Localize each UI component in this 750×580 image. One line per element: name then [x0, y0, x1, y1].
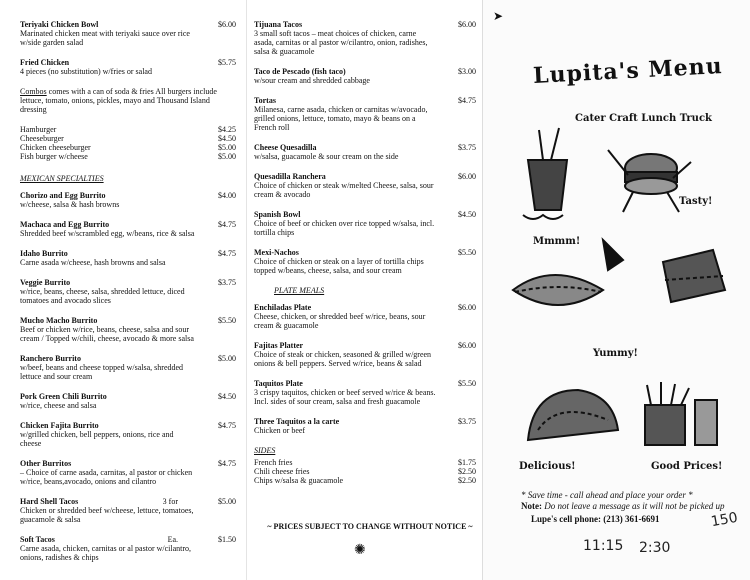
menu-item-desc: Cheese, chicken, or shredded beef w/rice, beans, sour cream & guacamole [254, 312, 426, 330]
menu-item-price: $4.75 [458, 96, 476, 105]
price-row-price: $4.25 [218, 125, 236, 134]
menu-item [20, 459, 236, 486]
drink-cup-icon [523, 128, 567, 219]
menu-item [254, 172, 476, 199]
price-row-name: Cheeseburger [20, 134, 64, 143]
price-row-name: Chili cheese fries [254, 467, 310, 476]
menu-item-desc: 3 small soft tacos – meat choices of chicken, carne asada, carnitas or al pastor w/cilantro, onion, radishes, salsa & guacamole [254, 29, 428, 56]
menu-item-name: Chicken Fajita Burrito [20, 421, 99, 430]
menu-item-price: $4.50 [218, 392, 236, 401]
fries-and-drink-icon [645, 382, 717, 445]
menu-item [20, 535, 236, 562]
menu-item-desc: Carne asada w/cheese, hash browns and salsa [20, 258, 166, 267]
price-row-name: Hamburger [20, 125, 57, 134]
menu-item [254, 67, 476, 85]
menu-item-price: $4.75 [218, 421, 236, 430]
menu-item-price: $6.00 [458, 20, 476, 29]
menu-item-desc: Marinated chicken meat with teriyaki sauce over rice w/side garden salad [20, 29, 190, 47]
menu-item-desc: – Choice of carne asada, carnitas, al pastor or chicken w/rice, beans,avocado, onions and cilantro [20, 468, 193, 486]
menu-item-price: $3.00 [458, 67, 476, 76]
menu-item-name: Quesadilla Ranchera [254, 172, 326, 181]
price-row [254, 458, 476, 467]
menu-item [20, 354, 236, 381]
menu-item-desc: Choice of chicken or steak w/melted Cheese, salsa, sour cream & avocado [254, 181, 434, 199]
menu-item-price: $3.75 [458, 417, 476, 426]
menu-item-desc: w/rice, beans, cheese, salsa, shredded lettuce, diced tomatoes and avocado slices [20, 287, 185, 305]
menu-item-desc: Choice of beef or chicken over rice topped w/salsa, incl. tortilla chips [254, 219, 435, 237]
menu-item [254, 417, 476, 435]
menu-item-price: $1.50 [218, 535, 236, 544]
menu-subtitle: Cater Craft Lunch Truck [575, 113, 712, 124]
menu-item-desc: 4 pieces (no substitution) w/fries or salad [20, 67, 152, 76]
sandwich-icon [513, 240, 623, 305]
menu-item-name: Tijuana Tacos [254, 20, 303, 29]
section-title-plates: PLATE MEALS [274, 286, 325, 295]
sparkle-icon [493, 9, 503, 23]
menu-item-name: Pork Green Chili Burrito [20, 392, 107, 401]
menu-item-name: Idaho Burrito [20, 249, 68, 258]
menu-item-price: $5.50 [458, 248, 476, 257]
menu-item-qty: Ea. [167, 535, 178, 544]
menu-item-name: Other Burritos [20, 459, 72, 468]
menu-item-name: Spanish Bowl [254, 210, 301, 219]
menu-item [20, 392, 236, 410]
price-row-price: $5.00 [218, 152, 236, 161]
menu-item [254, 143, 476, 161]
menu-item-price: $4.50 [458, 210, 476, 219]
menu-item-name: Hard Shell Tacos [20, 497, 79, 506]
price-row [20, 152, 236, 161]
burger-list [20, 125, 236, 161]
label-mmmm: Mmmm! [533, 236, 581, 247]
label-delicious: Delicious! [519, 461, 576, 472]
menu-item [254, 303, 476, 330]
menu-item-name: Machaca and Egg Burrito [20, 220, 110, 229]
menu-item-price: $5.50 [458, 379, 476, 388]
price-row-name: Chicken cheeseburger [20, 143, 91, 152]
label-yummy: Yummy! [593, 348, 638, 359]
price-notice: ~ PRICES SUBJECT TO CHANGE WITHOUT NOTICE ~ [267, 522, 473, 531]
menu-cover-panel [482, 0, 750, 580]
menu-panel-left [0, 0, 246, 580]
menu-item-desc: w/sour cream and shredded cabbage [254, 76, 370, 85]
menu-item-desc: Shredded beef w/scrambled egg, w/beans, rice & salsa [20, 229, 195, 238]
section-title-mexican: MEXICAN SPECIALTIES [20, 174, 104, 183]
price-row-name: Chips w/salsa & guacamole [254, 476, 344, 485]
menu-item-qty: 3 for [162, 497, 178, 506]
menu-item-price: $6.00 [458, 303, 476, 312]
menu-item-price: $3.75 [458, 143, 476, 152]
handwritten-time-2: 2:30 [639, 540, 671, 556]
menu-item [20, 191, 236, 209]
menu-item-name: Cheese Quesadilla [254, 143, 317, 152]
menu-item [254, 20, 476, 56]
combos-label: Combos [20, 87, 47, 96]
menu-item [20, 20, 236, 47]
menu-item-price: $4.75 [218, 459, 236, 468]
menu-item [254, 96, 476, 132]
menu-item [254, 248, 476, 275]
label-good-prices: Good Prices! [651, 461, 723, 472]
menu-item-desc: w/salsa, guacamole & sour cream on the side [254, 152, 399, 161]
price-row-name: French fries [254, 458, 293, 467]
menu-item [20, 421, 236, 448]
taco-icon [528, 390, 618, 440]
menu-item-desc: w/rice, cheese and salsa [20, 401, 97, 410]
menu-item [254, 379, 476, 406]
menu-item-name: Tortas [254, 96, 276, 105]
menu-item-price: $3.75 [218, 278, 236, 287]
menu-item-name: Soft Tacos [20, 535, 55, 544]
menu-item-price: $5.50 [218, 316, 236, 325]
menu-item-desc: w/beef, beans and cheese topped w/salsa, shredded lettuce and sour cream [20, 363, 184, 381]
price-row [20, 143, 236, 152]
price-row-price: $4.50 [218, 134, 236, 143]
menu-item-price: $4.75 [218, 220, 236, 229]
price-row-price: $2.50 [458, 467, 476, 476]
menu-item-price: $6.00 [458, 172, 476, 181]
menu-item-desc: Carne asada, chicken, carnitas or al pastor w/cilantro, onions, radishes & chips [20, 544, 192, 562]
menu-item-price: $6.00 [458, 341, 476, 350]
label-tasty: Tasty! [679, 196, 713, 207]
menu-item-name: Taco de Pescado (fish taco) [254, 67, 346, 76]
phone-number: Lupe's cell phone: (213) 361-6691 [531, 514, 660, 524]
combos-desc: comes with a can of soda & fries All burgers include lettuce, tomato, onions, pickles, mayo and Thousand Island dressing [20, 87, 217, 114]
price-row-price: $1.75 [458, 458, 476, 467]
price-row [254, 476, 476, 485]
menu-item [20, 316, 236, 343]
sides-list [254, 458, 476, 485]
menu-panel-middle [246, 0, 482, 580]
handwritten-time-1: 11:15 [583, 538, 624, 554]
menu-item-price: $4.75 [218, 249, 236, 258]
menu-item-name: Taquitos Plate [254, 379, 303, 388]
menu-item-desc: Beef or chicken w/rice, beans, cheese, salsa and sour cream / Topped w/chili, cheese, avocado & more salsa [20, 325, 194, 343]
menu-item-name: Fajitas Platter [254, 341, 304, 350]
menu-item-name: Fried Chicken [20, 58, 70, 67]
handwritten-number: 150 [709, 509, 739, 531]
menu-title: Lupita's Menu [532, 53, 724, 89]
menu-item [20, 278, 236, 305]
menu-item-price: $5.00 [218, 497, 236, 506]
price-row-name: Fish burger w/cheese [20, 152, 88, 161]
menu-item-desc: Choice of steak or chicken, seasoned & grilled w/green onions & bell peppers. Served w/rice, beans & salad [254, 350, 432, 368]
menu-item-desc: Milanesa, carne asada, chicken or carnitas w/avocado, grilled onions, lettuce, tomato, mayo & beans on a French roll [254, 105, 428, 132]
menu-item-name: Ranchero Burrito [20, 354, 81, 363]
menu-item [20, 249, 236, 267]
svg-text:➤: ➤ [493, 9, 504, 23]
section-title-sides: SIDES [254, 446, 276, 455]
menu-item-desc: w/grilled chicken, bell peppers, onions, rice and cheese [20, 430, 174, 448]
menu-item-name: Mucho Macho Burrito [20, 316, 98, 325]
menu-item-price: $6.00 [218, 20, 236, 29]
menu-item-price: $5.75 [218, 58, 236, 67]
menu-item-desc: Choice of chicken or steak on a layer of tortilla chips topped w/beans, cheese, salsa, and sour cream [254, 257, 424, 275]
menu-item-desc: Chicken or shredded beef w/cheese, lettuce, tomatoes, guacamole & salsa [20, 506, 194, 524]
price-row [20, 125, 236, 134]
menu-item-name: Teriyaki Chicken Bowl [20, 20, 99, 29]
menu-item-desc: w/cheese, salsa & hash browns [20, 200, 120, 209]
menu-item-name: Mexi-Nachos [254, 248, 299, 257]
price-row [254, 467, 476, 476]
menu-item-price: $5.00 [218, 354, 236, 363]
menu-item-name: Chorizo and Egg Burrito [20, 191, 106, 200]
note-label: Note: [521, 501, 542, 511]
menu-item [20, 497, 236, 524]
price-row-price: $2.50 [458, 476, 476, 485]
menu-item-name: Enchiladas Plate [254, 303, 312, 312]
combos-block [20, 87, 236, 114]
menu-item-desc: Chicken or beef [254, 426, 306, 435]
menu-item-name: Three Taquitos a la carte [254, 417, 340, 426]
menu-item-name: Veggie Burrito [20, 278, 71, 287]
menu-item [20, 220, 236, 238]
menu-item-desc: 3 crispy taquitos, chicken or beef served w/rice & beans. Incl. sides of sour cream, salsa and fresh guacamole [254, 388, 436, 406]
sub-sandwich-icon [663, 250, 725, 302]
menu-item [254, 341, 476, 368]
decorative-star: ✺ [354, 543, 366, 558]
price-row [20, 134, 236, 143]
price-row-price: $5.00 [218, 143, 236, 152]
note-line-no-message: Do not leave a message as it will not be picked up [544, 501, 725, 511]
menu-item [254, 210, 476, 237]
menu-item-price: $4.00 [218, 191, 236, 200]
menu-item [20, 58, 236, 76]
note-line-call-ahead: * Save time - call ahead and place your order * [521, 490, 693, 500]
